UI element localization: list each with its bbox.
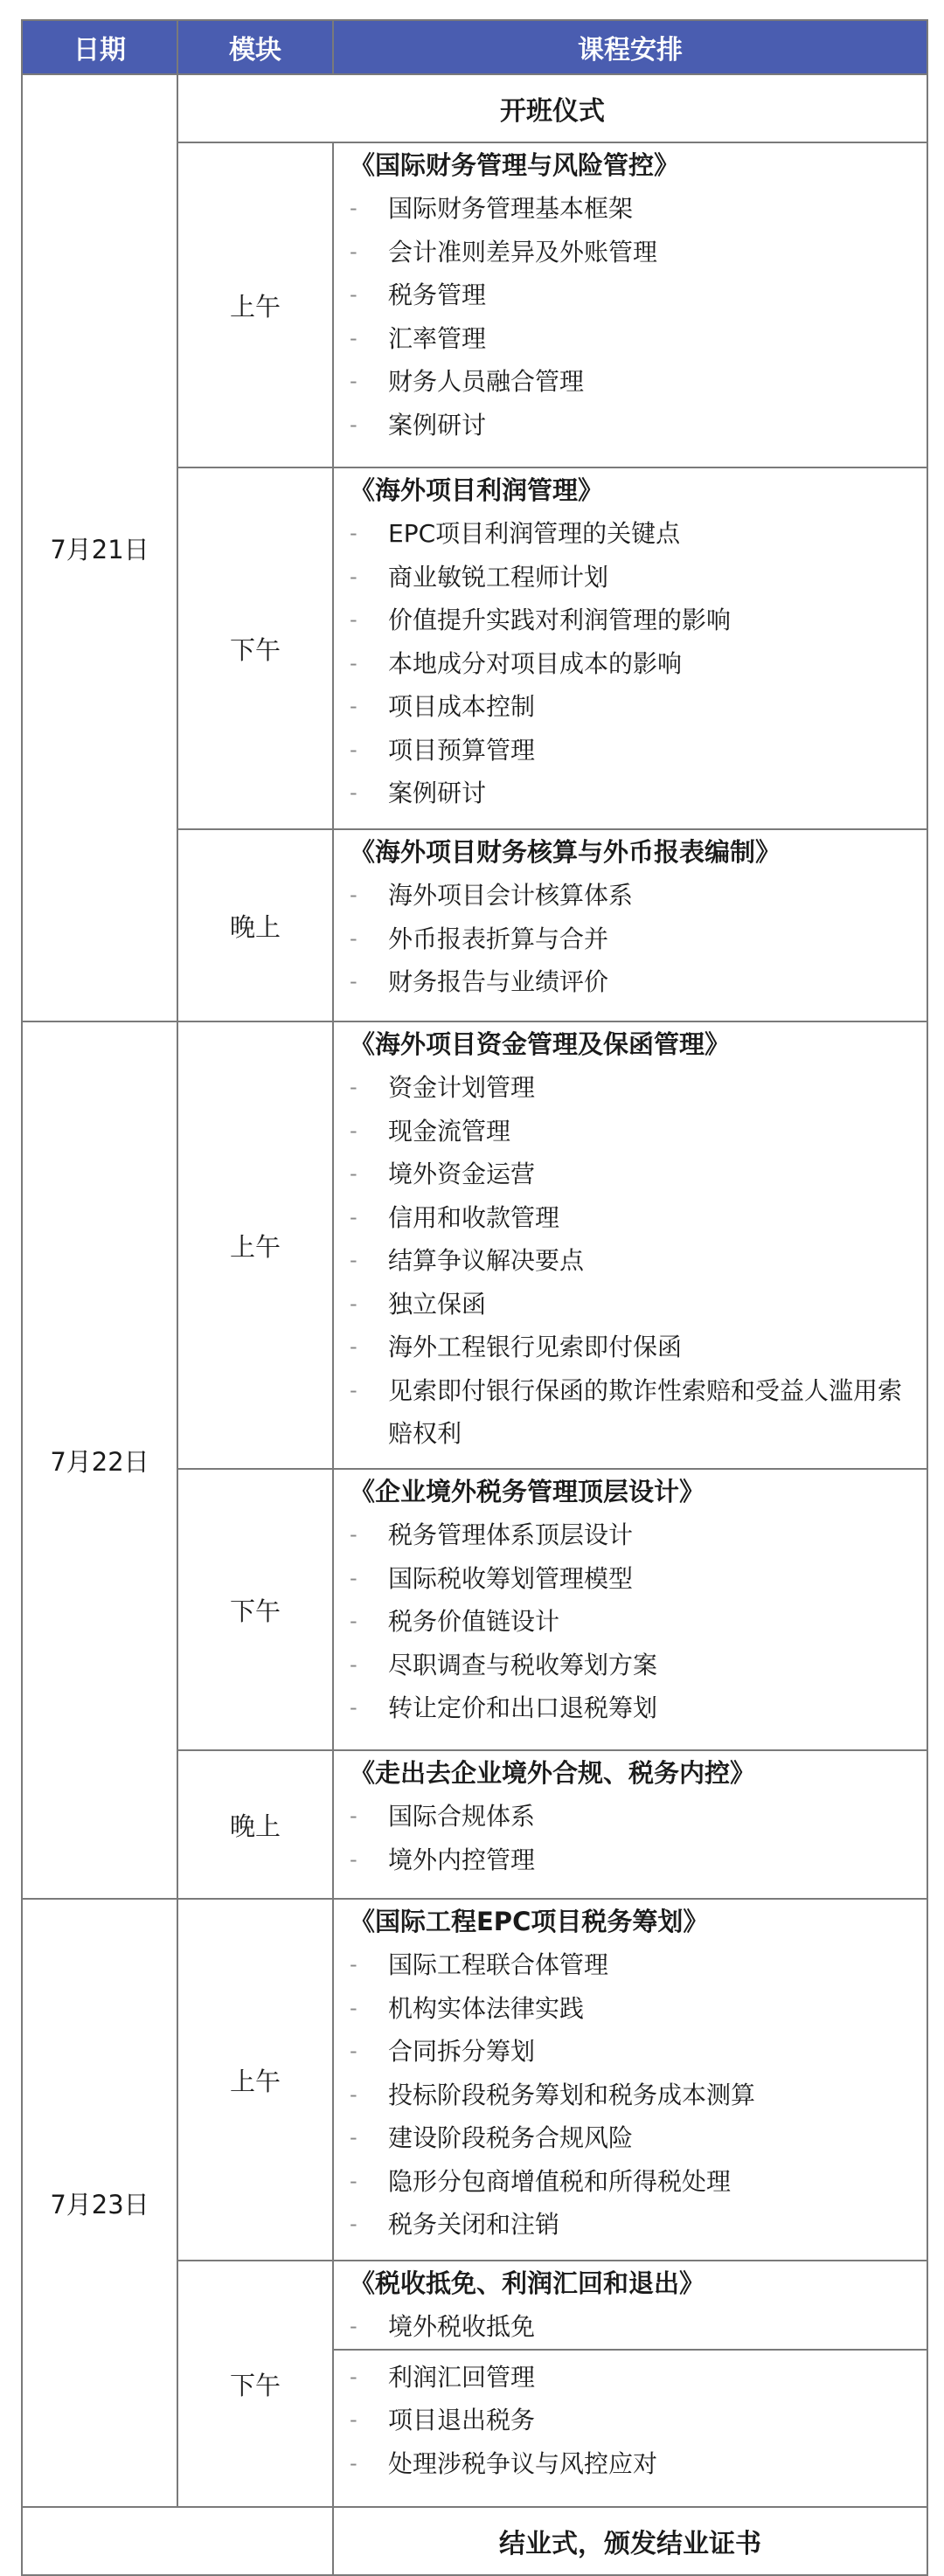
list-item xyxy=(350,2074,918,2117)
list-item-text: 项目退出税务 xyxy=(388,2406,536,2434)
course-title: 《企业境外税务管理顶层设计》 xyxy=(350,1477,705,1506)
list-item xyxy=(350,1196,918,1240)
list-item-text: 境外内控管理 xyxy=(388,1845,536,1874)
list-item-text: 机构实体法律实践 xyxy=(388,1993,585,2023)
list-item xyxy=(350,2442,918,2486)
list-item xyxy=(350,685,918,729)
list-item xyxy=(350,2203,918,2247)
course-title: 《海外项目利润管理》 xyxy=(350,475,604,505)
dash-bullet: - xyxy=(350,1522,357,1547)
list-item-text: 合同拆分筹划 xyxy=(388,2037,536,2066)
list-item-text: 见索即付银行保函的欺诈性索赔和受益人滥用索赔权利 xyxy=(388,1375,903,1448)
header-row xyxy=(22,20,927,74)
opening-ceremony: 开班仪式 xyxy=(177,74,927,142)
list-item-text: 投标阶段税务筹划和税务成本测算 xyxy=(388,2080,756,2109)
dash-bullet: - xyxy=(350,1334,357,1359)
list-item-text: 项目成本控制 xyxy=(388,692,536,721)
list-item-text: 建设阶段税务合规风险 xyxy=(388,2123,634,2152)
dash-bullet: - xyxy=(350,196,357,220)
list-item xyxy=(350,1795,918,1839)
item-list xyxy=(350,512,918,815)
list-item xyxy=(350,1513,918,1557)
list-item xyxy=(350,1943,918,1987)
list-item-text: 尽职调查与税收筹划方案 xyxy=(388,1650,658,1679)
dash-bullet: - xyxy=(350,737,357,762)
table-row xyxy=(22,1021,927,1469)
date-cell: 7月22日 xyxy=(22,1021,177,1899)
dash-bullet: - xyxy=(350,2212,357,2236)
header-module: 模块 xyxy=(177,20,333,74)
dash-bullet: - xyxy=(350,2039,357,2063)
list-item xyxy=(350,729,918,772)
list-item-text: 隐形分包商增值税和所得税处理 xyxy=(388,2166,732,2196)
course-title: 《国际财务管理与风险管控》 xyxy=(350,150,680,180)
dash-bullet: - xyxy=(350,2314,357,2338)
list-item xyxy=(350,918,918,961)
module-cell: 下午 xyxy=(177,467,333,829)
course-title: 《国际工程EPC项目税务筹划》 xyxy=(350,1907,709,1936)
schedule-table xyxy=(21,19,928,2576)
course-title: 《税收抵免、利润汇回和退出》 xyxy=(350,2268,705,2298)
list-item-text: 税务管理 xyxy=(388,280,487,309)
list-item-text: EPC项目利润管理的关键点 xyxy=(388,519,681,548)
list-item xyxy=(350,317,918,361)
dash-bullet: - xyxy=(350,2450,357,2476)
list-item xyxy=(350,642,918,686)
dash-bullet: - xyxy=(350,412,357,437)
list-item-text: 独立保函 xyxy=(388,1289,487,1319)
module-cell: 晚上 xyxy=(177,1750,333,1899)
date-cell: 7月21日 xyxy=(22,74,177,1021)
list-item-text: 财务报告与业绩评价 xyxy=(388,967,609,996)
list-item-text: 海外项目会计核算体系 xyxy=(388,881,634,910)
list-item xyxy=(350,2356,918,2399)
list-item-text: 汇率管理 xyxy=(388,323,487,353)
list-item xyxy=(350,1557,918,1601)
closing-ceremony: 结业式，颁发结业证书 xyxy=(333,2507,927,2575)
list-item-text: 本地成分对项目成本的影响 xyxy=(388,648,683,678)
session-content xyxy=(333,1021,927,1469)
dash-bullet: - xyxy=(350,1609,357,1633)
list-item xyxy=(350,360,918,404)
dash-bullet: - xyxy=(350,2081,357,2107)
dash-bullet: - xyxy=(350,2364,357,2389)
list-item xyxy=(350,1987,918,2031)
dash-bullet: - xyxy=(350,607,357,632)
list-item-text: 税务管理体系顶层设计 xyxy=(388,1520,634,1549)
module-cell: 下午 xyxy=(177,2261,333,2507)
dash-bullet: - xyxy=(350,1952,357,1977)
list-item-text: 税务价值链设计 xyxy=(388,1607,560,1636)
list-item xyxy=(350,1686,918,1730)
dash-bullet: - xyxy=(350,1565,357,1590)
list-item-text: 国际财务管理基本框架 xyxy=(388,194,634,223)
list-item xyxy=(350,274,918,317)
list-item xyxy=(350,2399,918,2442)
list-item xyxy=(350,2030,918,2074)
list-item-text: 海外工程银行见索即付保函 xyxy=(388,1333,683,1361)
header-schedule: 课程安排 xyxy=(333,20,927,74)
list-item xyxy=(350,1239,918,1283)
closing-spacer xyxy=(22,2507,333,2575)
dash-bullet: - xyxy=(350,1804,357,1828)
item-list xyxy=(350,1943,918,2247)
session-content xyxy=(333,1750,927,1899)
list-item-text: 现金流管理 xyxy=(388,1116,511,1146)
list-item xyxy=(350,1369,918,1456)
dash-bullet: - xyxy=(350,883,357,907)
item-list xyxy=(350,2305,918,2349)
item-list xyxy=(350,1795,918,1881)
module-cell: 晚上 xyxy=(177,829,333,1021)
list-item-text: 案例研讨 xyxy=(388,779,487,807)
date-cell: 7月23日 xyxy=(22,1899,177,2507)
dash-bullet: - xyxy=(350,1846,357,1872)
session-content xyxy=(333,142,927,467)
session-content xyxy=(333,2261,927,2507)
dash-bullet: - xyxy=(350,780,357,805)
dash-bullet: - xyxy=(350,1652,357,1677)
list-item xyxy=(350,187,918,231)
list-item xyxy=(350,874,918,918)
dash-bullet: - xyxy=(350,1291,357,1316)
dash-bullet: - xyxy=(350,925,357,951)
module-cell: 上午 xyxy=(177,1899,333,2261)
course-title: 《海外项目资金管理及保函管理》 xyxy=(350,1029,731,1059)
list-item-text: 外币报表折算与合并 xyxy=(388,924,609,953)
list-item xyxy=(350,1153,918,1196)
list-item-text: 案例研讨 xyxy=(388,410,487,440)
list-item xyxy=(350,404,918,447)
dash-bullet: - xyxy=(350,2125,357,2150)
dash-bullet: - xyxy=(350,1075,357,1099)
list-item-text: 会计准则差异及外账管理 xyxy=(388,237,658,267)
dash-bullet: - xyxy=(350,1695,357,1720)
module-cell: 上午 xyxy=(177,1021,333,1469)
course-title: 《走出去企业境外合规、税务内控》 xyxy=(350,1758,756,1788)
dash-bullet: - xyxy=(350,239,357,264)
list-item xyxy=(350,1110,918,1153)
list-item-text: 结算争议解决要点 xyxy=(388,1246,585,1275)
table-row xyxy=(22,1899,927,2261)
dash-bullet: - xyxy=(350,1204,357,1229)
dash-bullet: - xyxy=(350,564,357,589)
session-content xyxy=(333,1899,927,2261)
list-item-text: 项目预算管理 xyxy=(388,735,536,765)
session-content xyxy=(333,829,927,1021)
list-item xyxy=(350,772,918,815)
list-item xyxy=(350,2160,918,2204)
item-list xyxy=(350,187,918,447)
list-item-text: 财务人员融合管理 xyxy=(388,367,585,396)
list-item xyxy=(350,1839,918,1882)
dash-bullet: - xyxy=(350,1995,357,2020)
session-content xyxy=(333,1469,927,1750)
list-item-text: 税务关闭和注销 xyxy=(388,2210,560,2239)
list-item xyxy=(350,556,918,599)
dash-bullet: - xyxy=(350,1248,357,1272)
dash-bullet: - xyxy=(350,325,357,350)
dash-bullet: - xyxy=(350,521,357,545)
list-item xyxy=(350,599,918,642)
header-date: 日期 xyxy=(22,20,177,74)
list-item xyxy=(350,960,918,1004)
item-list xyxy=(350,2351,918,2486)
course-title: 《海外项目财务核算与外币报表编制》 xyxy=(350,837,781,867)
list-item xyxy=(350,231,918,274)
item-list xyxy=(350,1066,918,1456)
dash-bullet: - xyxy=(350,2168,357,2193)
list-item-text: 处理涉税争议与风控应对 xyxy=(388,2448,658,2478)
dash-bullet: - xyxy=(350,1377,357,1402)
list-item xyxy=(350,512,918,556)
list-item-text: 境外资金运营 xyxy=(388,1160,536,1188)
dash-bullet: - xyxy=(350,282,357,307)
list-item-text: 境外税收抵免 xyxy=(388,2312,536,2341)
list-item xyxy=(350,2305,918,2349)
table-row xyxy=(22,74,927,142)
list-item-text: 国际合规体系 xyxy=(388,1802,536,1831)
dash-bullet: - xyxy=(350,1161,357,1186)
list-item xyxy=(350,1326,918,1369)
list-item xyxy=(350,1066,918,1110)
dash-bullet: - xyxy=(350,1118,357,1143)
table-row xyxy=(22,2507,927,2575)
list-item-text: 国际工程联合体管理 xyxy=(388,1950,609,1979)
module-cell: 下午 xyxy=(177,1469,333,1750)
list-item-text: 商业敏锐工程师计划 xyxy=(388,562,609,592)
dash-bullet: - xyxy=(350,969,357,994)
list-item-text: 国际税收筹划管理模型 xyxy=(388,1563,634,1593)
dash-bullet: - xyxy=(350,2407,357,2432)
list-item xyxy=(350,2116,918,2160)
list-item-text: 转让定价和出口退税筹划 xyxy=(388,1693,658,1722)
dash-bullet: - xyxy=(350,694,357,718)
session-content xyxy=(333,467,927,829)
list-item xyxy=(350,1283,918,1326)
list-item-text: 资金计划管理 xyxy=(388,1073,536,1102)
dash-bullet: - xyxy=(350,369,357,393)
module-cell: 上午 xyxy=(177,142,333,467)
list-item xyxy=(350,1600,918,1644)
list-item-text: 价值提升实践对利润管理的影响 xyxy=(388,606,732,634)
list-item xyxy=(350,1644,918,1687)
item-list xyxy=(350,874,918,1004)
item-list xyxy=(350,1513,918,1730)
list-item-text: 利润汇回管理 xyxy=(388,2362,536,2392)
list-item-text: 信用和收款管理 xyxy=(388,1202,560,1232)
dash-bullet: - xyxy=(350,650,357,675)
